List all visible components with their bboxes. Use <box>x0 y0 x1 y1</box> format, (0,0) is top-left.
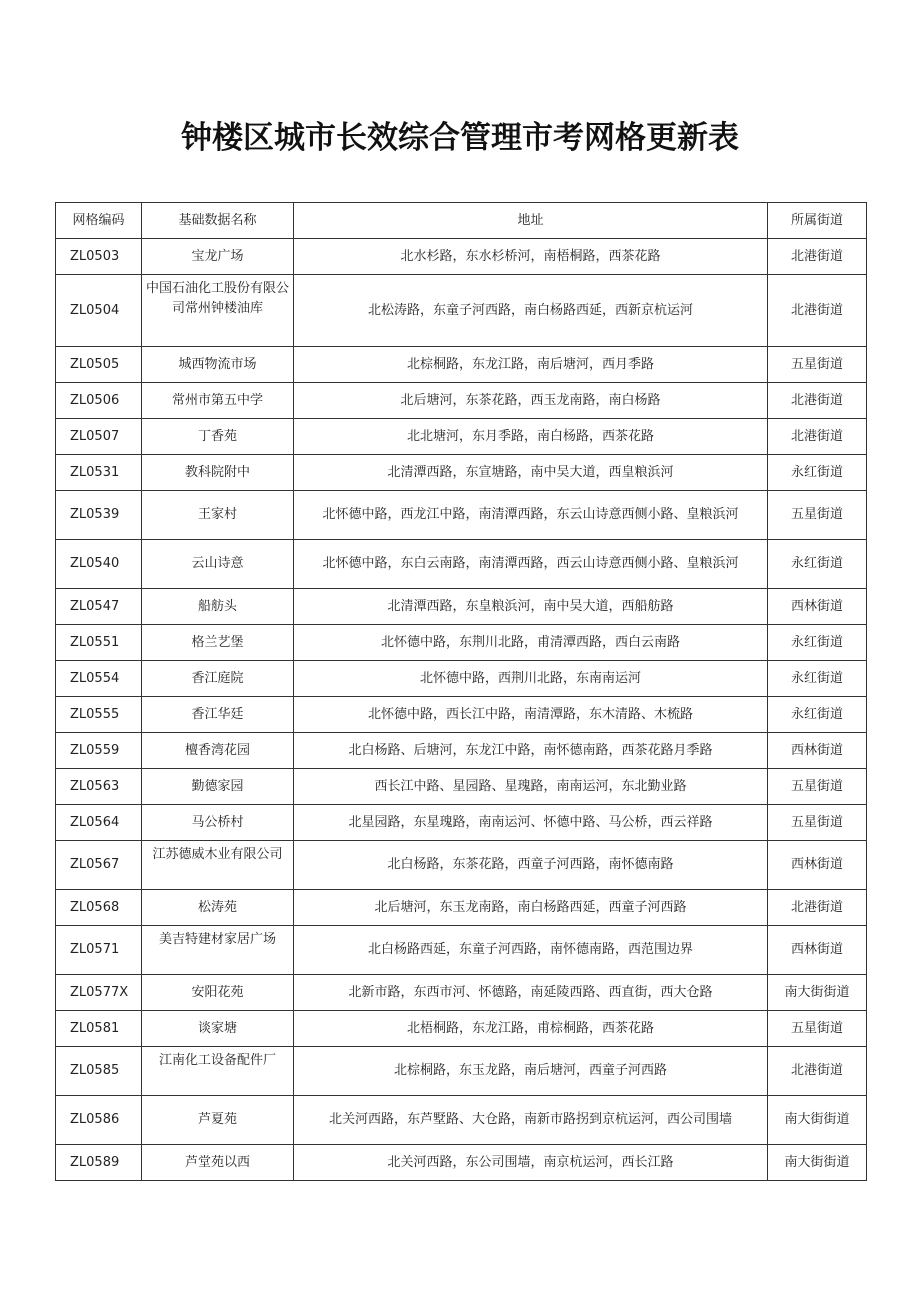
header-street: 所属街道 <box>768 203 867 239</box>
header-code: 网格编码 <box>56 203 142 239</box>
cell-base-name: 松涛苑 <box>142 890 294 926</box>
cell-address: 北棕桐路，东龙江路，南后塘河，西月季路 <box>294 347 768 383</box>
cell-grid-code: ZL0540 <box>56 540 142 589</box>
cell-grid-code: ZL0554 <box>56 661 142 697</box>
cell-street: 北港街道 <box>768 1047 867 1096</box>
cell-grid-code: ZL0507 <box>56 419 142 455</box>
cell-grid-code: ZL0568 <box>56 890 142 926</box>
table-row <box>56 841 867 890</box>
cell-street: 南大街街道 <box>768 1096 867 1145</box>
cell-base-name: 江南化工设备配件厂 <box>142 1047 294 1096</box>
cell-grid-code: ZL0586 <box>56 1096 142 1145</box>
cell-street: 五星街道 <box>768 491 867 540</box>
table-row <box>56 275 867 347</box>
cell-street: 五星街道 <box>768 1011 867 1047</box>
cell-base-name: 云山诗意 <box>142 540 294 589</box>
cell-address: 北新市路，东西市河、怀德路，南延陵西路、西直街，西大仓路 <box>294 975 768 1011</box>
grid-table <box>55 202 867 1181</box>
cell-street: 永红街道 <box>768 625 867 661</box>
cell-address: 北后塘河，东茶花路，西玉龙南路，南白杨路 <box>294 383 768 419</box>
cell-base-name: 香江庭院 <box>142 661 294 697</box>
table-row <box>56 589 867 625</box>
cell-address: 北水杉路，东水杉桥河，南梧桐路，西茶花路 <box>294 239 768 275</box>
table-row <box>56 419 867 455</box>
table-header-row <box>56 203 867 239</box>
table-row <box>56 805 867 841</box>
cell-base-name: 江苏德威木业有限公司 <box>142 841 294 890</box>
cell-base-name: 谈家塘 <box>142 1011 294 1047</box>
cell-grid-code: ZL0503 <box>56 239 142 275</box>
cell-base-name: 丁香苑 <box>142 419 294 455</box>
cell-address: 北清潭西路，东皇粮浜河，南中吴大道，西船舫路 <box>294 589 768 625</box>
cell-address: 北怀德中路，西龙江中路，南清潭西路，东云山诗意西侧小路、皇粮浜河 <box>294 491 768 540</box>
cell-address: 北白杨路、后塘河，东龙江中路，南怀德南路，西茶花路月季路 <box>294 733 768 769</box>
table-body <box>56 239 867 1181</box>
table-row <box>56 383 867 419</box>
table-row <box>56 625 867 661</box>
page-title: 钟楼区城市长效综合管理市考网格更新表 <box>181 120 739 156</box>
table-row <box>56 239 867 275</box>
table-row <box>56 890 867 926</box>
cell-grid-code: ZL0505 <box>56 347 142 383</box>
cell-grid-code: ZL0559 <box>56 733 142 769</box>
cell-base-name: 常州市第五中学 <box>142 383 294 419</box>
cell-street: 南大街街道 <box>768 1145 867 1181</box>
cell-street: 五星街道 <box>768 805 867 841</box>
cell-street: 北港街道 <box>768 419 867 455</box>
cell-grid-code: ZL0547 <box>56 589 142 625</box>
cell-street: 西林街道 <box>768 733 867 769</box>
cell-address: 北星园路，东星瑰路，南南运河、怀德中路、马公桥，西云祥路 <box>294 805 768 841</box>
cell-address: 北后塘河，东玉龙南路，南白杨路西延，西童子河西路 <box>294 890 768 926</box>
cell-address: 北怀德中路，西长江中路，南清潭路，东木清路、木梳路 <box>294 697 768 733</box>
cell-street: 永红街道 <box>768 540 867 589</box>
header-name: 基础数据名称 <box>142 203 294 239</box>
header-address: 地址 <box>294 203 768 239</box>
cell-grid-code: ZL0567 <box>56 841 142 890</box>
cell-street: 西林街道 <box>768 841 867 890</box>
cell-base-name: 檀香湾花园 <box>142 733 294 769</box>
table-row <box>56 1145 867 1181</box>
cell-address: 北松涛路，东童子河西路，南白杨路西延，西新京杭运河 <box>294 275 768 347</box>
cell-base-name: 宝龙广场 <box>142 239 294 275</box>
cell-street: 五星街道 <box>768 347 867 383</box>
cell-address: 北棕桐路，东玉龙路，南后塘河，西童子河西路 <box>294 1047 768 1096</box>
cell-base-name: 勤德家园 <box>142 769 294 805</box>
cell-address: 北梧桐路，东龙江路，甫棕桐路，西茶花路 <box>294 1011 768 1047</box>
cell-street: 西林街道 <box>768 589 867 625</box>
cell-street: 北港街道 <box>768 239 867 275</box>
table-row <box>56 661 867 697</box>
table-row <box>56 347 867 383</box>
cell-base-name: 马公桥村 <box>142 805 294 841</box>
table-row <box>56 455 867 491</box>
cell-address: 北白杨路，东茶花路，西童子河西路，南怀德南路 <box>294 841 768 890</box>
table-row <box>56 491 867 540</box>
cell-grid-code: ZL0589 <box>56 1145 142 1181</box>
table-row <box>56 1096 867 1145</box>
cell-address: 西长江中路、星园路、星瑰路，南南运河，东北勤业路 <box>294 769 768 805</box>
cell-grid-code: ZL0531 <box>56 455 142 491</box>
cell-address: 北怀德中路，东白云南路，南清潭西路，西云山诗意西侧小路、皇粮浜河 <box>294 540 768 589</box>
cell-address: 北白杨路西延，东童子河西路，南怀德南路，西范围边界 <box>294 926 768 975</box>
cell-base-name: 芦夏苑 <box>142 1096 294 1145</box>
cell-base-name: 船舫头 <box>142 589 294 625</box>
cell-base-name: 芦堂苑以西 <box>142 1145 294 1181</box>
cell-base-name: 格兰艺堡 <box>142 625 294 661</box>
cell-address: 北怀德中路，西荆川北路，东南南运河 <box>294 661 768 697</box>
cell-street: 北港街道 <box>768 275 867 347</box>
table-row <box>56 769 867 805</box>
cell-grid-code: ZL0551 <box>56 625 142 661</box>
cell-grid-code: ZL0504 <box>56 275 142 347</box>
cell-base-name: 安阳花苑 <box>142 975 294 1011</box>
cell-base-name: 美吉特建材家居广场 <box>142 926 294 975</box>
table-row <box>56 697 867 733</box>
cell-street: 永红街道 <box>768 661 867 697</box>
cell-address: 北怀德中路，东荆川北路，甫清潭西路，西白云南路 <box>294 625 768 661</box>
cell-address: 北关河西路，东芦墅路、大仓路，南新市路拐到京杭运河，西公司围墙 <box>294 1096 768 1145</box>
cell-address: 北清潭西路，东宣塘路，南中吴大道，西皇粮浜河 <box>294 455 768 491</box>
cell-street: 永红街道 <box>768 697 867 733</box>
cell-grid-code: ZL0564 <box>56 805 142 841</box>
cell-base-name: 王家村 <box>142 491 294 540</box>
cell-street: 北港街道 <box>768 383 867 419</box>
cell-address: 北北塘河，东月季路，南白杨路，西茶花路 <box>294 419 768 455</box>
cell-address: 北关河西路，东公司围墙，南京杭运河，西长江路 <box>294 1145 768 1181</box>
cell-grid-code: ZL0555 <box>56 697 142 733</box>
cell-street: 北港街道 <box>768 890 867 926</box>
cell-street: 西林街道 <box>768 926 867 975</box>
table-row <box>56 733 867 769</box>
cell-grid-code: ZL0563 <box>56 769 142 805</box>
table-row <box>56 540 867 589</box>
table-row <box>56 1011 867 1047</box>
cell-grid-code: ZL0577X <box>56 975 142 1011</box>
table-row <box>56 975 867 1011</box>
cell-grid-code: ZL0581 <box>56 1011 142 1047</box>
cell-street: 五星街道 <box>768 769 867 805</box>
cell-base-name: 香江华廷 <box>142 697 294 733</box>
table-row <box>56 926 867 975</box>
table-row <box>56 1047 867 1096</box>
cell-street: 南大街街道 <box>768 975 867 1011</box>
cell-grid-code: ZL0585 <box>56 1047 142 1096</box>
cell-street: 永红街道 <box>768 455 867 491</box>
cell-grid-code: ZL0539 <box>56 491 142 540</box>
cell-base-name: 中国石油化工股份有限公司常州钟楼油库 <box>142 275 294 347</box>
cell-base-name: 教科院附中 <box>142 455 294 491</box>
cell-base-name: 城西物流市场 <box>142 347 294 383</box>
cell-grid-code: ZL0506 <box>56 383 142 419</box>
cell-grid-code: ZL0571 <box>56 926 142 975</box>
